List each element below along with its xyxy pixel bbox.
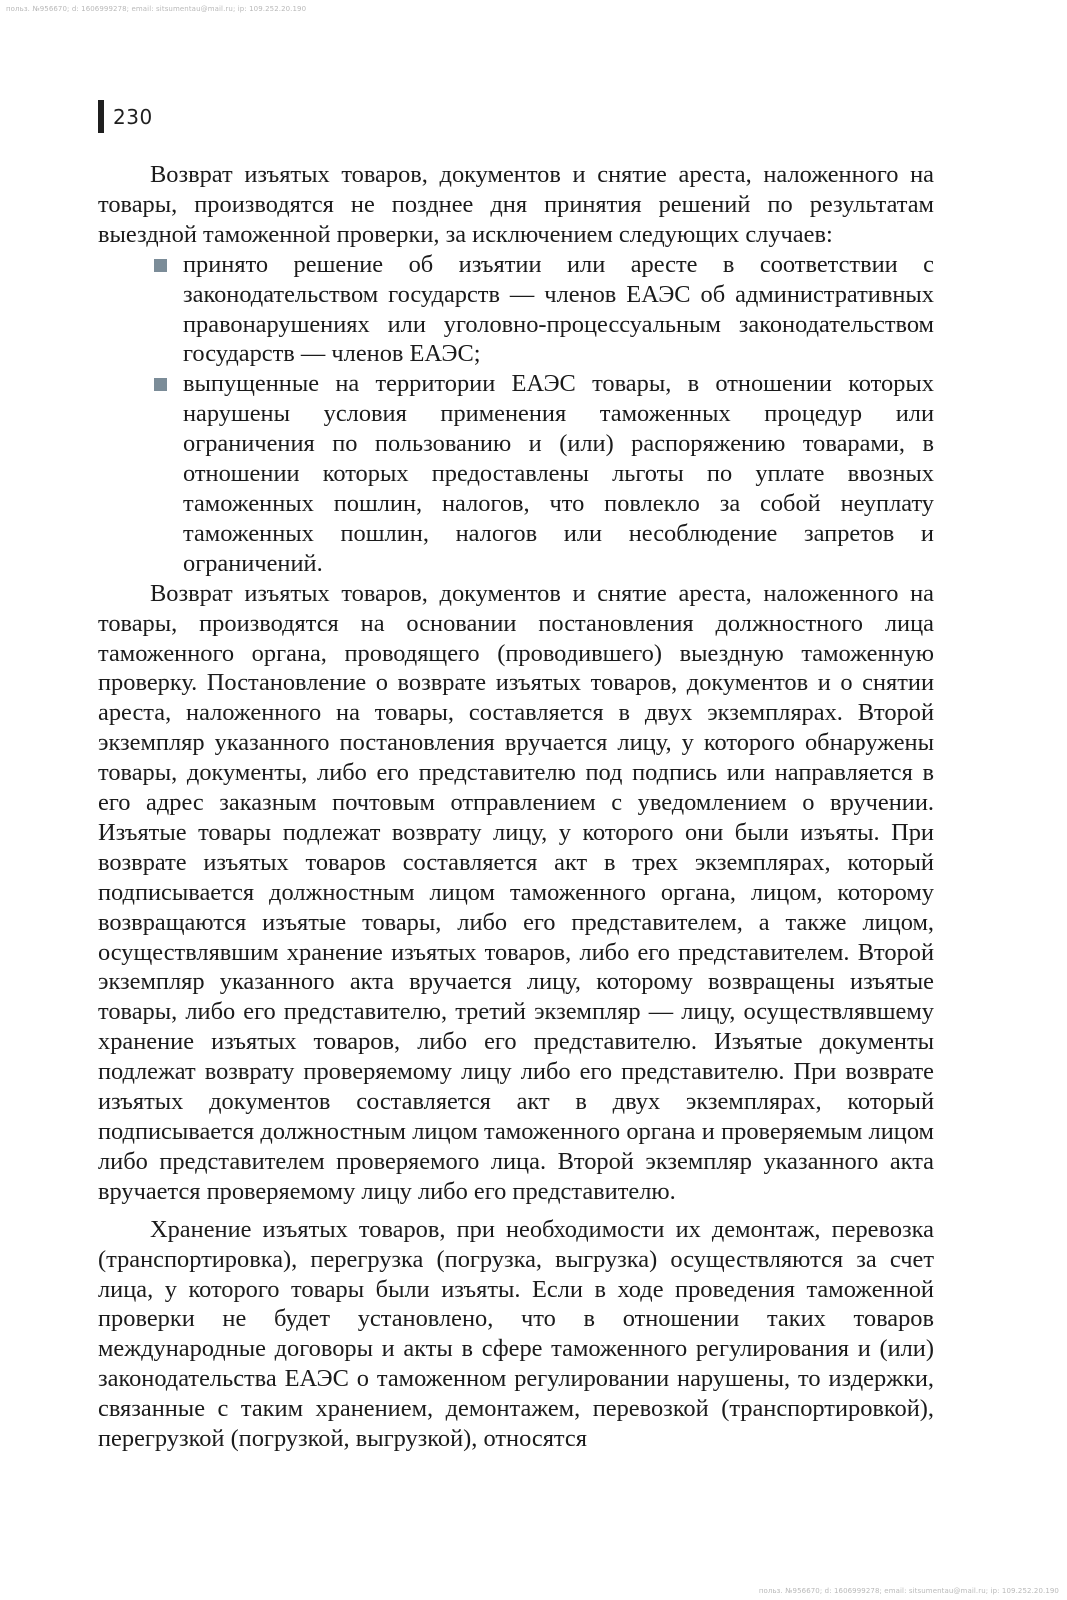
list-item (183, 369, 934, 578)
paragraph-storage-costs: Хранение изъятых товаров, при необходимости их демонтаж, перевозка (транспортировка), перегрузка (погрузка, выгрузка) осуществляются за счет лица, у которого товары были изъяты. Если в ходе проведения таможенной проверки не будет установлено, что в отношении таких товаров международные договоры и акты в сфере таможенного регулирования и (или) законодательства ЕАЭС о таможенном регулировании нарушены, то издержки, связанные с таким хранением, демонтажем, перевозкой (транспортировкой), перегрузкой (погрузкой, выгрузкой), относятся (98, 1215, 934, 1453)
watermark-top: польз. №956670; d: 1606999278; email: sitsumentau@mail.ru; ip: 109.252.20.190 (6, 5, 307, 13)
watermark-bottom: польз. №956670; d: 1606999278; email: sitsumentau@mail.ru; ip: 109.252.20.190 (758, 1587, 1059, 1595)
page-number (98, 100, 153, 133)
list-item-text: выпущенные на территории ЕАЭС товары, в отношении которых нарушены условия применения таможенных процедур или ограничения по пользованию и (или) распоряжению товарами, в отношении которых предоставлены льготы по уплате ввозных таможенных пошлин, налогов, что повлекло за собой неуплату таможенных пошлин, налогов или несоблюдение запретов и ограничений. (183, 370, 934, 577)
list-item-text: принято решение об изъятии или аресте в соответствии с законодательством государств — членов ЕАЭС об административных правонарушениях или уголовно-процессуальным законодательством государств — членов ЕАЭС; (183, 250, 934, 368)
page-body (98, 160, 934, 1454)
paragraph-return-procedure: Возврат изъятых товаров, документов и снятие ареста, наложенного на товары, производятся на основании постановления должностного лица таможенного органа, проводящего (проводившего) выездную таможенную проверку. Постановление о возврате изъятых товаров, документов и о снятии ареста, наложенного на товары, составляется в двух экземплярах. Второй экземпляр указанного постановления вручается лицу, у которого обнаружены товары, документы, либо его представителю под подпись или направляется в его адрес заказным почтовым отправлением с уведомлением о вручении. Изъятые товары подлежат возврату лицу, у которого они были изъяты. При возврате изъятых товаров составляется акт в трех экземплярах, который подписывается должностным лицом таможенного органа, лицом, которому возвращаются изъятые товары, либо его представителем, а также лицом, осуществлявшим хранение изъятых товаров, либо его представителем. Второй экземпляр указанного акта вручается лицу, которому возвращены изъятые товары, либо его представителю, третий экземпляр — лицу, осуществлявшему хранение изъятых товаров, либо его представителю. Изъятые документы подлежат возврату проверяемому лицу либо его представителю. При возврате изъятых документов составляется акт в двух экземплярах, который подписывается должностным лицом таможенного органа и проверяемым лицом либо представителем проверяемого лица. Второй экземпляр указанного акта вручается проверяемому лицу либо его представителю. (98, 579, 934, 1205)
exception-list (98, 250, 934, 579)
page-number-bar (98, 100, 104, 133)
square-bullet-icon (154, 378, 167, 391)
square-bullet-icon (154, 259, 167, 272)
page-number-label: 230 (113, 104, 153, 129)
list-item (183, 250, 934, 370)
paragraph-return-timing: Возврат изъятых товаров, документов и снятие ареста, наложенного на товары, производятся не позднее дня принятия решений по результатам выездной таможенной проверки, за исключением следующих случаев: (98, 161, 934, 248)
